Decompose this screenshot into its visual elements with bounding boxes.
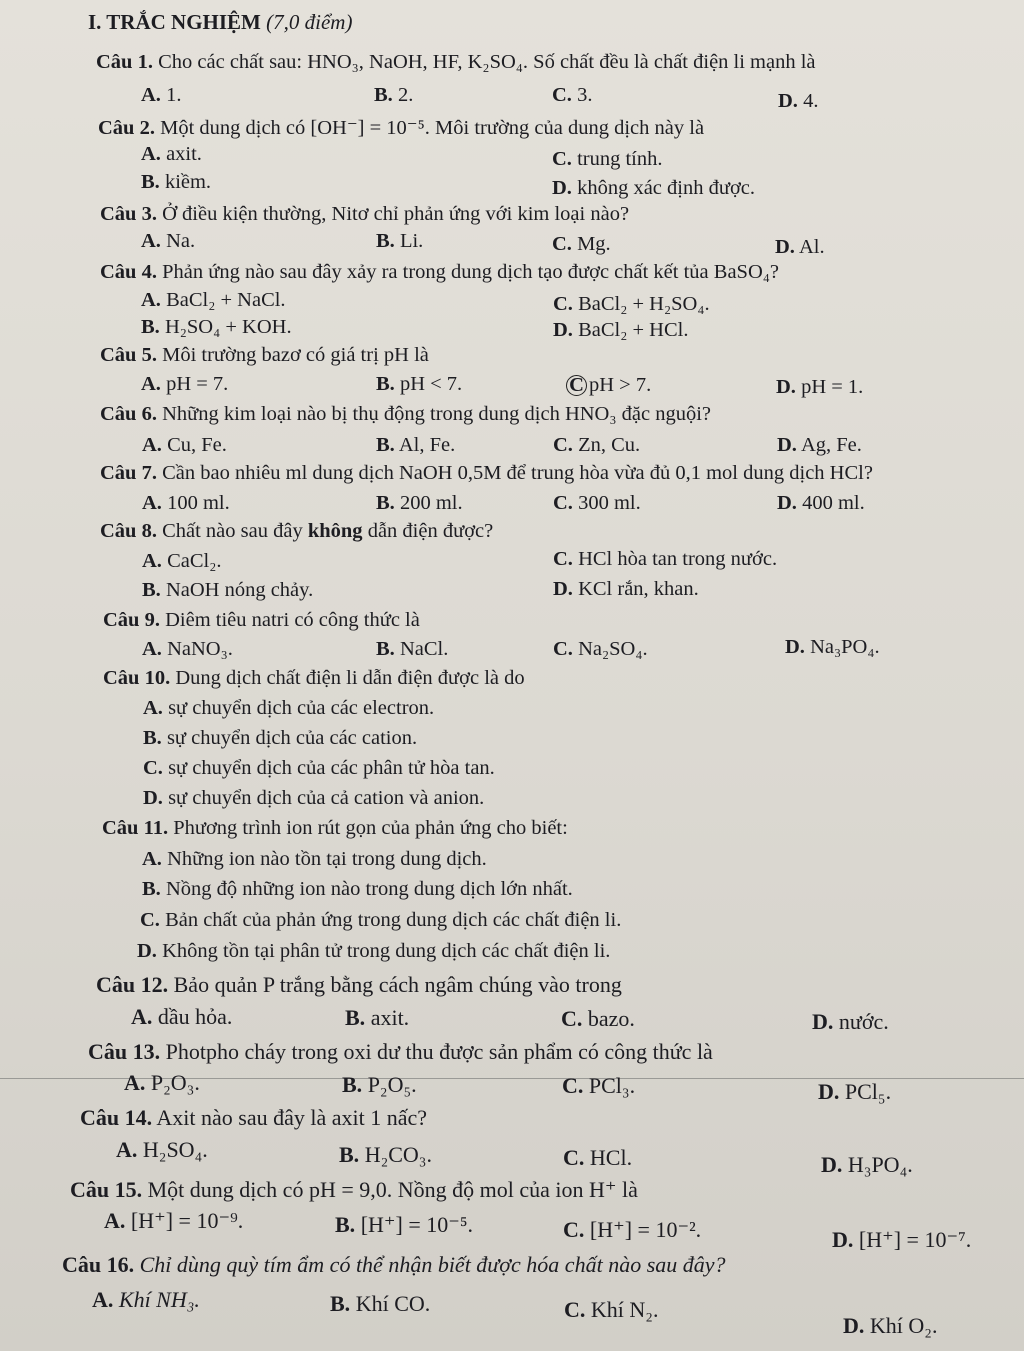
text-fragment: C. — [553, 293, 573, 315]
q16-option-d[interactable] — [843, 1314, 937, 1338]
text-fragment: D. — [778, 90, 798, 112]
text-fragment: Bản chất của phản ứng trong dung dịch các chất điện li. — [165, 909, 622, 931]
text-fragment: D. — [143, 787, 163, 809]
text-fragment: 200 ml. — [399, 492, 463, 514]
question-4 — [100, 260, 779, 284]
text-fragment: Cần bao nhiêu ml dung dịch NaOH 0,5M để trung hòa vừa đủ 0,1 mol dung dịch HCl? — [162, 462, 873, 484]
text-fragment: Zn, Cu. — [578, 434, 641, 456]
text-fragment: BaCl₂ + HCl. — [578, 319, 689, 341]
text-fragment: B. — [376, 373, 395, 395]
question-15 — [70, 1178, 638, 1202]
text-fragment: A. — [141, 373, 161, 395]
q7-option-a[interactable] — [142, 491, 230, 515]
text-fragment: D. — [137, 940, 157, 962]
q3-option-d[interactable] — [775, 235, 825, 259]
text-fragment: Na₃PO₄. — [810, 636, 880, 658]
text-fragment: [H⁺] = 10⁻⁹. — [130, 1208, 244, 1233]
q3-option-c[interactable] — [552, 232, 611, 256]
text-fragment: P₂O₃. — [150, 1070, 200, 1095]
text-fragment: axit. — [370, 1005, 410, 1030]
text-fragment: Diêm tiêu natri có công thức là — [165, 609, 420, 631]
q7-option-c[interactable] — [553, 491, 641, 515]
text-fragment: Câu 13. — [88, 1039, 161, 1064]
q9-option-d[interactable] — [785, 635, 880, 659]
q10-option-d[interactable] — [143, 786, 484, 810]
text-fragment: B. — [330, 1291, 351, 1316]
q5-option-a[interactable] — [141, 372, 228, 396]
text-fragment: KCl rắn, khan. — [578, 578, 699, 600]
q2-option-c[interactable] — [552, 147, 662, 171]
text-fragment: D. — [777, 492, 797, 514]
q15-option-a[interactable] — [104, 1209, 243, 1233]
text-fragment: A. — [104, 1208, 126, 1233]
text-fragment: A. — [142, 492, 162, 514]
question-9 — [103, 608, 420, 632]
text-fragment: C. — [561, 1006, 583, 1031]
text-fragment: Nồng độ những ion nào trong dung dịch lớn nhất. — [165, 878, 573, 900]
text-fragment: Một dung dịch có [OH⁻] = 10⁻⁵. Môi trường của dung dịch này là — [160, 117, 705, 139]
text-fragment: D. — [553, 319, 573, 341]
q7-option-d[interactable] — [777, 491, 865, 515]
q6-option-d[interactable] — [777, 433, 862, 457]
text-fragment: C. — [553, 492, 573, 514]
q15-option-d[interactable] — [832, 1228, 971, 1252]
text-fragment: BaCl₂ + H₂SO₄. — [578, 293, 710, 315]
text-fragment: H₂SO₄. — [142, 1137, 208, 1162]
text-fragment: Những ion nào tồn tại trong dung dịch. — [167, 848, 487, 870]
q12-option-a[interactable] — [131, 1005, 232, 1029]
text-fragment: Chỉ dùng quỳ tím ẩm có thể nhận biết được hóa chất nào sau đây? — [139, 1252, 726, 1277]
text-fragment: C. — [143, 757, 163, 779]
text-fragment: A. — [142, 550, 162, 572]
text-fragment: pH = 1. — [801, 376, 864, 398]
q11-option-c[interactable] — [140, 908, 621, 932]
text-fragment: Câu 6. — [100, 403, 157, 425]
text-fragment: Khí N₂. — [590, 1297, 659, 1322]
question-10 — [103, 666, 525, 690]
text-fragment: [H⁺] = 10⁻². — [589, 1217, 702, 1242]
text-fragment: A. — [92, 1287, 114, 1312]
text-fragment: Khí CO. — [355, 1291, 431, 1316]
q16-option-b[interactable] — [330, 1292, 430, 1316]
q14-option-d[interactable] — [821, 1153, 913, 1177]
text-fragment: Ag, Fe. — [800, 434, 862, 456]
text-fragment: D. — [843, 1313, 865, 1338]
text-fragment: D. — [821, 1152, 843, 1177]
q13-option-d[interactable] — [818, 1080, 891, 1104]
q15-option-b[interactable] — [335, 1213, 473, 1237]
text-fragment: Chất nào sau đây — [162, 520, 308, 542]
q16-option-c[interactable] — [564, 1298, 658, 1322]
q9-option-b[interactable] — [376, 637, 448, 661]
text-fragment: Câu 10. — [103, 667, 171, 689]
text-fragment: A. — [141, 289, 161, 311]
q2-option-d[interactable] — [552, 176, 755, 200]
text-fragment: B. — [141, 316, 160, 338]
question-12 — [96, 973, 622, 997]
text-fragment: D. — [775, 236, 795, 258]
text-fragment: Phản ứng nào sau đây xảy ra trong dung dịch tạo được chất kết tủa BaSO₄? — [162, 261, 779, 283]
text-fragment: Mg. — [577, 233, 611, 255]
text-fragment: Na. — [166, 230, 196, 252]
text-fragment: NaNO₃. — [167, 638, 233, 660]
text-fragment: trung tính. — [577, 148, 663, 170]
text-fragment: 400 ml. — [802, 492, 865, 514]
text-fragment: Câu 12. — [96, 972, 169, 997]
text-fragment: B. — [376, 492, 395, 514]
text-fragment: C. — [563, 1217, 585, 1242]
text-fragment: Photpho cháy trong oxi dư thu được sản phẩm có công thức là — [165, 1039, 713, 1064]
q13-option-a[interactable] — [124, 1071, 200, 1095]
section-header — [88, 10, 352, 34]
q13-option-b[interactable] — [342, 1073, 417, 1097]
text-fragment: Câu 8. — [100, 520, 157, 542]
q14-option-c[interactable] — [563, 1146, 632, 1170]
text-fragment: Câu 9. — [103, 609, 160, 631]
text-fragment: PCl₃. — [588, 1073, 636, 1098]
q10-option-c[interactable] — [143, 756, 495, 780]
text-fragment: Li. — [399, 230, 424, 252]
text-fragment: D. — [553, 578, 573, 600]
text-fragment: C. — [563, 1145, 585, 1170]
text-fragment: Cu, Fe. — [167, 434, 227, 456]
text-fragment: [H⁺] = 10⁻⁵. — [360, 1212, 474, 1237]
text-fragment: I. TRẮC NGHIỆM — [88, 10, 261, 34]
text-fragment: sự chuyển dịch của cả cation và anion. — [168, 787, 485, 809]
text-fragment: Câu 3. — [100, 203, 157, 225]
text-fragment: A. — [141, 84, 161, 106]
text-fragment: B. — [345, 1005, 366, 1030]
q6-option-c[interactable] — [553, 433, 640, 457]
q3-option-b[interactable] — [376, 229, 423, 253]
q8-option-d[interactable] — [553, 577, 699, 601]
text-fragment: 300 ml. — [578, 492, 641, 514]
text-fragment: Na₂SO₄. — [578, 638, 648, 660]
text-fragment: Câu 11. — [102, 817, 169, 839]
text-fragment: Câu 14. — [80, 1105, 153, 1130]
q4-option-b[interactable] — [141, 315, 292, 339]
q5-option-c-circled-answer[interactable] — [566, 373, 651, 397]
text-fragment: Khí O₂. — [869, 1313, 938, 1338]
text-fragment: HCl. — [589, 1145, 633, 1170]
text-fragment: Al, Fe. — [398, 434, 456, 456]
question-5 — [100, 343, 429, 367]
question-7 — [100, 461, 873, 485]
q2-option-a[interactable] — [141, 142, 202, 166]
text-fragment: B. — [339, 1142, 360, 1167]
text-fragment: C. — [553, 548, 573, 570]
text-fragment: Phương trình ion rút gọn của phản ứng cho biết: — [173, 817, 568, 839]
text-fragment: A. — [143, 697, 163, 719]
text-fragment: D. — [818, 1079, 840, 1104]
question-2 — [98, 116, 704, 140]
text-fragment: Câu 1. — [96, 51, 153, 73]
text-fragment: 1. — [166, 84, 182, 106]
text-fragment: B. — [142, 579, 161, 601]
q6-option-a[interactable] — [142, 433, 227, 457]
text-fragment: NaCl. — [399, 638, 449, 660]
q9-option-a[interactable] — [142, 637, 233, 661]
text-fragment: Khí NH₃. — [118, 1287, 200, 1312]
q15-option-c[interactable] — [563, 1218, 701, 1242]
q9-option-c[interactable] — [553, 637, 648, 661]
text-fragment: C. — [552, 84, 572, 106]
text-fragment: C. — [562, 1073, 584, 1098]
text-fragment: D. — [776, 376, 796, 398]
q16-option-a[interactable] — [92, 1288, 200, 1312]
text-fragment: B. — [376, 434, 395, 456]
text-fragment: A. — [141, 230, 161, 252]
text-fragment: Câu 4. — [100, 261, 157, 283]
q11-option-a[interactable] — [142, 847, 487, 871]
text-fragment: kiềm. — [164, 171, 212, 193]
text-fragment: H₃PO₄. — [847, 1152, 913, 1177]
text-fragment: CaCl₂. — [167, 550, 222, 572]
text-fragment: sự chuyển dịch của các electron. — [168, 697, 435, 719]
text-fragment: A. — [142, 848, 162, 870]
text-fragment: B. — [335, 1212, 356, 1237]
q4-option-d[interactable] — [553, 318, 688, 342]
text-fragment: Câu 15. — [70, 1177, 143, 1202]
q10-option-a[interactable] — [143, 696, 434, 720]
text-fragment: NaOH nóng chảy. — [165, 579, 314, 601]
text-fragment: C. — [140, 909, 160, 931]
text-fragment: Câu 2. — [98, 117, 155, 139]
text-fragment: pH = 7. — [166, 373, 229, 395]
q14-option-a[interactable] — [116, 1138, 208, 1162]
q1-option-c[interactable] — [552, 83, 592, 107]
text-fragment: D. — [832, 1227, 854, 1252]
text-fragment: sự chuyển dịch của các cation. — [166, 727, 418, 749]
text-fragment: Cho các chất sau: HNO₃, NaOH, HF, K₂SO₄. Số chất đều là chất điện li mạnh là — [158, 51, 816, 73]
text-fragment: 4. — [803, 90, 819, 112]
text-fragment: B. — [141, 171, 160, 193]
q8-option-c[interactable] — [553, 547, 777, 571]
q4-option-c[interactable] — [553, 292, 710, 316]
text-fragment: dẫn điện được? — [362, 520, 494, 542]
text-fragment: Những kim loại nào bị thụ động trong dung dịch HNO₃ đặc nguội? — [162, 403, 711, 425]
text-fragment: BaCl₂ + NaCl. — [166, 289, 286, 311]
text-fragment: pH > 7. — [589, 374, 652, 396]
text-fragment: Al. — [798, 236, 825, 258]
text-fragment: dầu hỏa. — [157, 1004, 233, 1029]
text-fragment: B. — [143, 727, 162, 749]
text-fragment: Câu 7. — [100, 462, 157, 484]
text-fragment: Không tồn tại phân tử trong dung dịch các chất điện li. — [162, 940, 611, 962]
text-fragment: Dung dịch chất điện li dẫn điện được là do — [175, 667, 525, 689]
text-fragment: PCl₅. — [844, 1079, 892, 1104]
text-fragment: A. — [131, 1004, 153, 1029]
text-fragment: pH < 7. — [399, 373, 463, 395]
question-1 — [96, 50, 816, 74]
text-fragment: nước. — [838, 1009, 889, 1034]
text-fragment: D. — [785, 636, 805, 658]
text-fragment: Môi trường bazơ có giá trị pH là — [162, 344, 429, 366]
q4-option-a[interactable] — [141, 288, 286, 312]
q12-option-b[interactable] — [345, 1006, 409, 1030]
q11-option-d[interactable] — [137, 939, 610, 963]
q7-option-b[interactable] — [376, 491, 463, 515]
text-fragment: P₂O₅. — [367, 1072, 417, 1097]
text-fragment: D. — [777, 434, 797, 456]
text-fragment: A. — [124, 1070, 146, 1095]
q11-option-b[interactable] — [142, 877, 573, 901]
text-fragment: A. — [116, 1137, 138, 1162]
text-fragment: Axit nào sau đây là axit 1 nấc? — [156, 1105, 428, 1130]
q10-option-b[interactable] — [143, 726, 417, 750]
text-fragment: axit. — [166, 143, 202, 165]
text-fragment: sự chuyển dịch của các phân tử hòa tan. — [168, 757, 495, 779]
q5-option-b[interactable] — [376, 372, 462, 396]
q1-option-b[interactable] — [374, 83, 413, 107]
text-fragment: 100 ml. — [167, 492, 230, 514]
text-fragment: D. — [812, 1009, 834, 1034]
text-fragment: Bảo quản P trắng bằng cách ngâm chúng vào trong — [173, 972, 622, 997]
q1-option-d[interactable] — [778, 89, 818, 113]
text-fragment: C. — [552, 233, 572, 255]
text-fragment: A. — [142, 638, 162, 660]
text-fragment: A. — [141, 143, 161, 165]
question-3 — [100, 202, 629, 226]
text-fragment: B. — [376, 230, 395, 252]
text-fragment: Ở điều kiện thường, Nitơ chỉ phản ứng với kim loại nào? — [162, 203, 630, 225]
text-fragment: (7,0 điểm) — [266, 10, 353, 34]
q14-option-b[interactable] — [339, 1143, 432, 1167]
q8-option-b[interactable] — [142, 578, 313, 602]
question-11 — [102, 816, 568, 840]
text-fragment: Câu 5. — [100, 344, 157, 366]
q3-option-a[interactable] — [141, 229, 195, 253]
text-fragment: Một dung dịch có pH = 9,0. Nồng độ mol của ion H⁺ là — [147, 1177, 638, 1202]
question-8 — [100, 519, 493, 543]
question-6 — [100, 402, 711, 426]
text-fragment: B. — [376, 638, 395, 660]
text-fragment: C. — [553, 434, 573, 456]
text-fragment: Câu 16. — [62, 1252, 135, 1277]
question-13 — [88, 1040, 713, 1064]
question-14 — [80, 1106, 427, 1130]
text-fragment: C. — [552, 148, 572, 170]
text-fragment: B. — [142, 878, 161, 900]
q5-option-d[interactable] — [776, 375, 863, 399]
q1-option-a[interactable] — [141, 83, 181, 107]
text-fragment: bazo. — [587, 1006, 635, 1031]
q13-option-c[interactable] — [562, 1074, 635, 1098]
q2-option-b[interactable] — [141, 170, 211, 194]
text-fragment: H₂SO₄ + KOH. — [164, 316, 292, 338]
text-fragment: B. — [374, 84, 393, 106]
q8-option-a[interactable] — [142, 549, 221, 573]
text-fragment: 3. — [577, 84, 593, 106]
text-fragment: HCl hòa tan trong nước. — [578, 548, 778, 570]
text-fragment: B. — [342, 1072, 363, 1097]
text-fragment: A. — [142, 434, 162, 456]
text-fragment: không xác định được. — [577, 177, 756, 199]
text-fragment: C. — [553, 638, 573, 660]
q12-option-d[interactable] — [812, 1010, 889, 1034]
question-16 — [62, 1253, 726, 1277]
answer-circle: C — [566, 375, 587, 396]
text-fragment: C. — [564, 1297, 586, 1322]
text-fragment: không — [307, 520, 363, 542]
text-fragment: 2. — [397, 84, 414, 106]
text-fragment: [H⁺] = 10⁻⁷. — [858, 1227, 972, 1252]
q6-option-b[interactable] — [376, 433, 455, 457]
text-fragment: H₂CO₃. — [364, 1142, 432, 1167]
text-fragment: D. — [552, 177, 572, 199]
q12-option-c[interactable] — [561, 1007, 635, 1031]
